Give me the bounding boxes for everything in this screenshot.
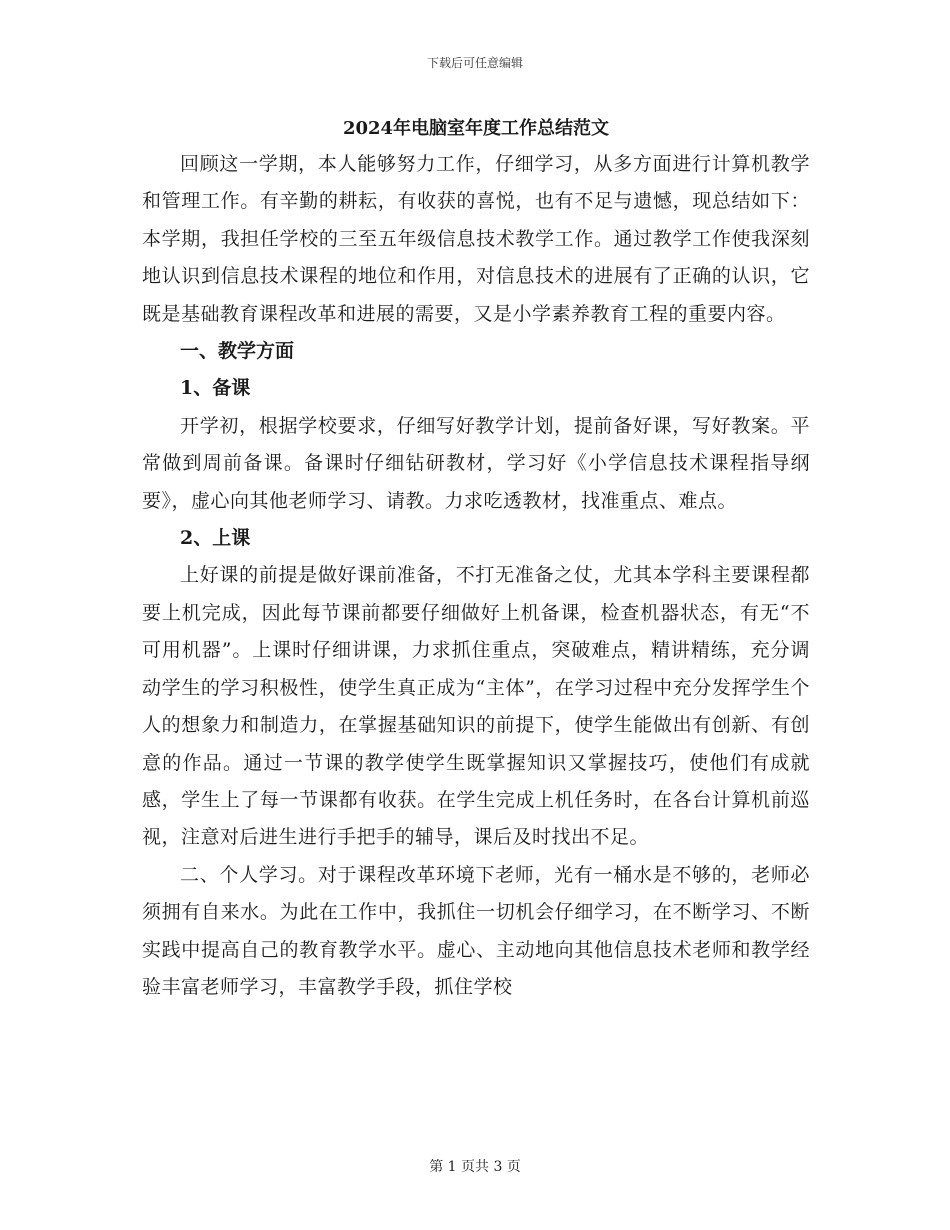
- subheading-lesson-prep: 1、备课: [180, 377, 251, 400]
- subheading-classes: 2、上课: [180, 527, 251, 550]
- document-body: [142, 112, 810, 1006]
- personal-study-paragraph: 二、个人学习。对于课程改革环境下老师，光有一桶水是不够的，老师必须拥有自来水。为此在工作中，我抓住一切机会仔细学习，在不断学习、不断实践中提高自己的教育教学水平。虚心、主动地向其他信息技术老师和教学经验丰富老师学习，丰富教学手段，抓住学校: [142, 863, 810, 998]
- classes-paragraph: 上好课的前提是做好课前准备，不打无准备之仗，尤其本学科主要课程都要上机完成，因此每节课前都要仔细做好上机备课，检查机器状态，有无“不可用机器”。上课时仔细讲课，力求抓住重点，突破难点，精讲精练，充分调动学生的学习积极性，使学生真正成为“主体”，在学习过程中充分发挥学生个人的想象力和制造力，在掌握基础知识的前提下，使学生能做出有创新、有创意的作品。通过一节课的教学使学生既掌握知识又掌握技巧，使他们有成就感，学生上了每一节课都有收获。在学生完成上机任务时，在各台计算机前巡视，注意对后进生进行手把手的辅导，课后及时找出不足。: [142, 564, 810, 849]
- document-title: 2024年电脑室年度工作总结范文: [342, 118, 610, 139]
- page-header-note: 下载后可任意编辑: [426, 56, 523, 70]
- intro-paragraph: 回顾这一学期，本人能够努力工作，仔细学习，从多方面进行计算机教学和管理工作。有辛勤的耕耘，有收获的喜悦，也有不足与遗憾，现总结如下：本学期，我担任学校的三至五年级信息技术教学工作。通过教学工作使我深刻地认识到信息技术课程的地位和作用，对信息技术的进展有了正确的认识，它既是基础教育课程改革和进展的需要，又是小学素养教育工程的重要内容。: [142, 153, 810, 325]
- lesson-prep-paragraph: 开学初，根据学校要求，仔细写好教学计划，提前备好课，写好教案。平常做到周前备课。备课时仔细钻研教材，学习好《小学信息技术课程指导纲要》，虚心向其他老师学习、请教。力求吃透教材，找准重点、难点。: [142, 414, 810, 512]
- page-number: 第 1 页共 3 页: [429, 1159, 521, 1175]
- section-heading-teaching: 一、教学方面: [180, 340, 295, 363]
